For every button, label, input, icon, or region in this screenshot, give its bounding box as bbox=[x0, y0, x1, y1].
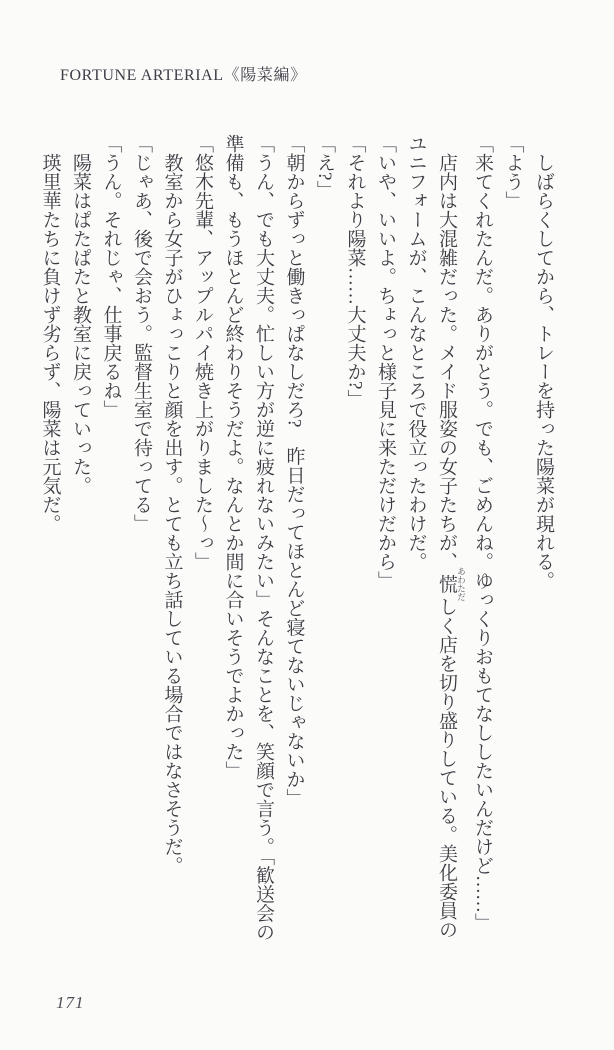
text-column-17: 瑛里華たちに負けず劣らず、陽菜は元気だ。 bbox=[39, 153, 61, 533]
running-header: FORTUNE ARTERIAL《陽菜編》 bbox=[60, 67, 307, 84]
text-column-11: 準備も、もうほとんど終わりそうだよ。なんとか間に合いそうでよかった」 bbox=[222, 134, 244, 780]
text-column-6: 「いや、いいよ。ちょっと様子見に来ただけだから」 bbox=[375, 134, 396, 590]
text-column-13: 教室から女子がひょっこりと顔を出す。とても立ち話している場合ではなさそうだ。 bbox=[161, 153, 183, 875]
text-column-2: 「よう」 bbox=[502, 134, 524, 210]
text-column-7: 「それより陽菜……大丈夫か?」 bbox=[344, 134, 366, 409]
text-column-15: 「うん。それじゃ、仕事戻るね」 bbox=[100, 134, 122, 419]
text-area bbox=[34, 134, 558, 974]
ruby-annotated-kanji: 慌 あわただ bbox=[436, 567, 467, 601]
text-column-9: 「朝からずっと働きっぱなしだろ? 昨日だってほとんど寝てないじゃないか」 bbox=[283, 134, 305, 808]
text-column-5: ユニフォームが、こんなところで役立ったわけだ。 bbox=[405, 134, 427, 571]
text-column-1: しばらくしてから、トレーを持った陽菜が現れる。 bbox=[533, 153, 554, 590]
page-number: 171 bbox=[56, 993, 85, 1012]
text-column-10: 「うん、でも大丈夫。忙しい方が逆に疲れないみたい」そんなことを、笑顔で言う。「歓送会の bbox=[253, 134, 274, 942]
text-column-16: 陽菜はぱたぱたと教室に戻っていった。 bbox=[70, 153, 91, 495]
text-column-8: 「え?」 bbox=[314, 134, 335, 200]
text-column-14: 「じゃあ、後で会おう。監督生室で待ってる」 bbox=[131, 134, 152, 533]
text-column-3: 「来てくれたんだ。ありがとう。でも、ごめんね。ゆっくりおもてなししたいんだけど……」 bbox=[472, 134, 493, 932]
text-column-4: 店内は大混雑だった。メイド服姿の女子たちが、慌 あわただしく店を切り盛りしている。美化委員の bbox=[436, 153, 467, 939]
text-column-12: 「悠木先輩、アップルパイ焼き上がりました～っ」 bbox=[192, 134, 213, 571]
